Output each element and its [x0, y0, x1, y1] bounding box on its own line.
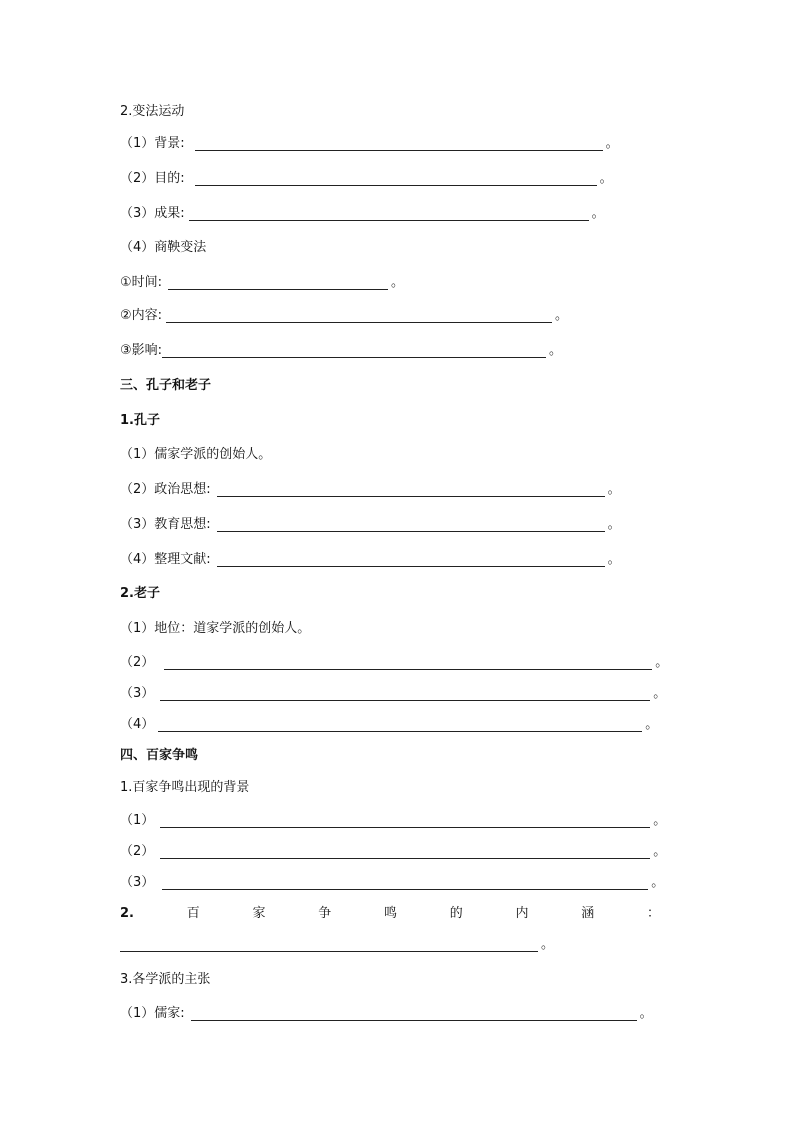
answer-blank[interactable] [191, 1006, 637, 1021]
schools-propositions-title: 3.各学派的主张 [120, 972, 211, 987]
answer-blank[interactable] [166, 308, 552, 323]
section-4-title: 四、百家争鸣 [120, 748, 199, 763]
section-2-title: 2.变法运动 [120, 104, 185, 119]
answer-blank[interactable] [195, 136, 603, 151]
confucius-literature-line: （4）整理文献: 。 [120, 552, 621, 567]
confucius-item-1: （1）儒家学派的创始人。 [120, 447, 272, 462]
confucianism-line: （1）儒家: 。 [120, 1006, 653, 1021]
answer-blank[interactable] [168, 275, 388, 290]
shang-content-line: ②内容: 。 [120, 308, 569, 323]
answer-blank[interactable] [162, 343, 546, 358]
section-3-title: 三、孔子和老子 [120, 378, 212, 393]
answer-blank[interactable] [164, 655, 652, 670]
reform-result-line: （3）成果: 。 [120, 206, 605, 221]
shang-time-line: ①时间: 。 [120, 275, 405, 290]
answer-blank[interactable] [195, 171, 597, 186]
confucius-politics-line: （2）政治思想: 。 [120, 482, 621, 497]
answer-blank[interactable] [189, 206, 589, 221]
answer-blank[interactable] [217, 482, 605, 497]
confucius-education-line: （3）教育思想: 。 [120, 517, 621, 532]
answer-blank[interactable] [160, 813, 650, 828]
laozi-item-4-line: （4） 。 [120, 717, 659, 732]
hundred-schools-meaning-heading: 2. 百 家 争 鸣 的 内 涵 ： [120, 906, 660, 921]
shang-yang-reform-heading: （4）商鞅变法 [120, 240, 207, 255]
answer-blank[interactable] [158, 717, 642, 732]
answer-blank[interactable] [120, 937, 538, 952]
answer-blank[interactable] [160, 686, 650, 701]
laozi-item-1: （1）地位：道家学派的创始人。 [120, 621, 311, 636]
answer-blank[interactable] [160, 844, 650, 859]
laozi-item-2-line: （2） 。 [120, 655, 669, 670]
background-item-3-line: （3） 。 [120, 875, 665, 890]
meaning-answer-line: 。 [120, 935, 554, 955]
background-item-1-line: （1） 。 [120, 813, 667, 828]
laozi-title: 2.老子 [120, 586, 160, 601]
answer-blank[interactable] [217, 517, 605, 532]
confucius-title: 1.孔子 [120, 413, 160, 428]
reform-purpose-line: （2）目的: 。 [120, 171, 613, 186]
shang-impact-line: ③影响: 。 [120, 343, 563, 358]
laozi-item-3-line: （3） 。 [120, 686, 667, 701]
background-item-2-line: （2） 。 [120, 844, 667, 859]
answer-blank[interactable] [162, 875, 648, 890]
hundred-schools-background-title: 1.百家争鸣出现的背景 [120, 780, 250, 795]
reform-background-line: （1）背景: 。 [120, 136, 619, 151]
answer-blank[interactable] [217, 552, 605, 567]
